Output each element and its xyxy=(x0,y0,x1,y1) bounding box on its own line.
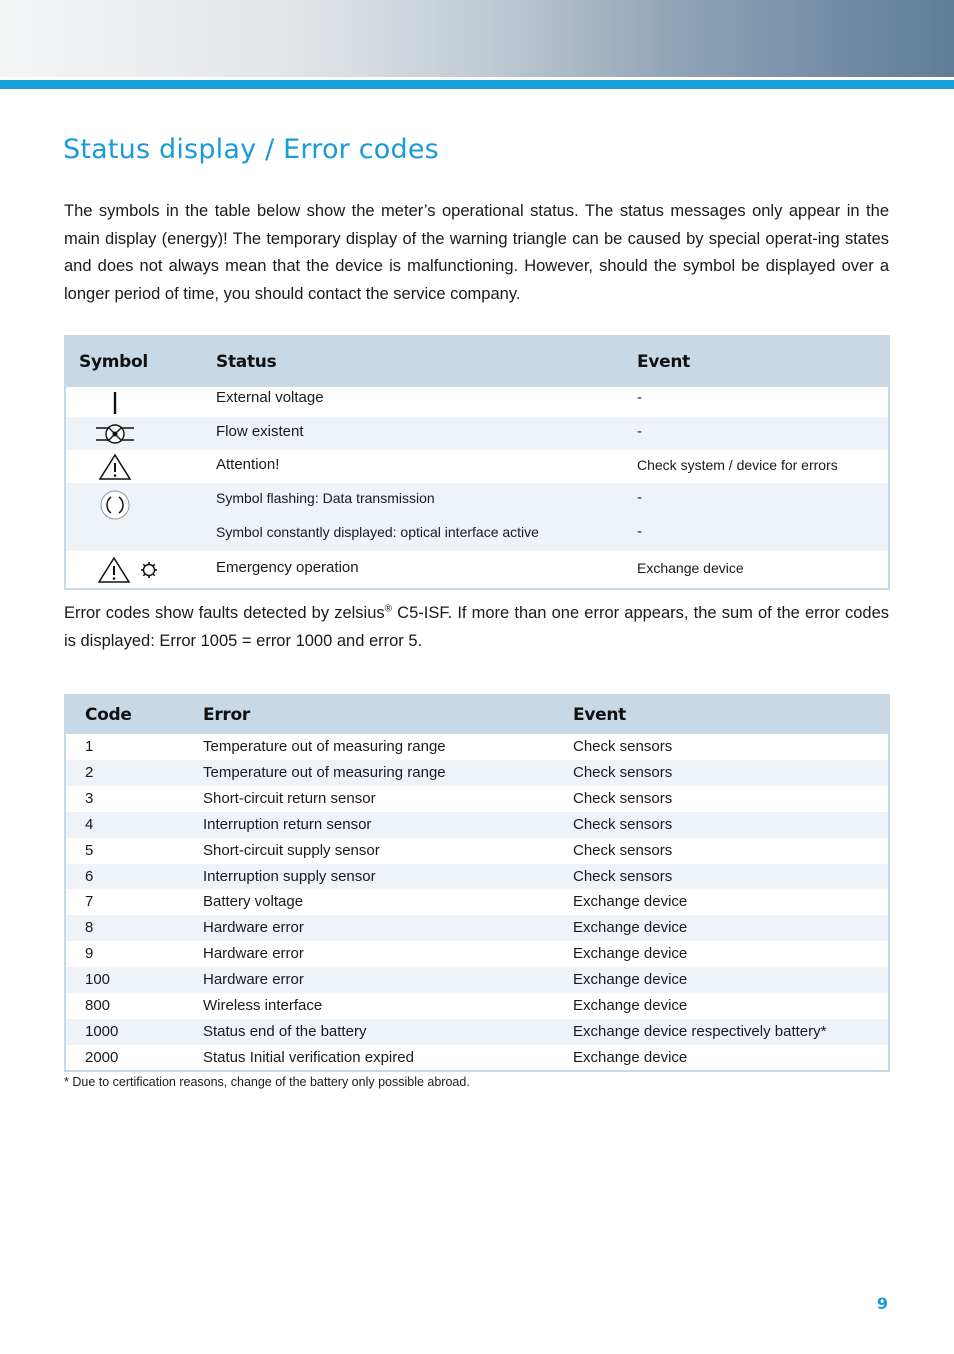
error-cell: Status end of the battery xyxy=(203,1022,367,1040)
error-cell: Hardware error xyxy=(203,945,304,963)
event-cell: Check sensors xyxy=(573,789,673,807)
table-row xyxy=(66,889,888,915)
header-status: Status xyxy=(216,352,277,372)
event-cell: Exchange device xyxy=(573,945,688,963)
error-cell: Wireless interface xyxy=(203,997,323,1014)
table-row xyxy=(66,967,888,993)
header-accent-rule xyxy=(0,80,954,89)
code-cell: 5 xyxy=(85,841,94,859)
error-intro-text-cont: C5-ISF. If more than one error appears, the sum of the error codes is displayed: Error 1005 = error 1000 and error 5. xyxy=(64,604,889,650)
error-cell: Interruption return sensor xyxy=(203,815,372,833)
intro-paragraph: The symbols in the table below show the meter’s operational status. The status messages only appear in the main display (energy)! The temporary display of the warning triangle can be caused by special operat-ing states and does not always mean that the device is malfunctioning. However, should the symbol be displayed over a longer period of time, you should contact the service company. xyxy=(64,202,889,303)
flow-icon xyxy=(94,421,136,447)
error-cell: Interruption supply sensor xyxy=(203,867,376,885)
event-cell: Exchange device xyxy=(573,997,688,1014)
error-cell: Temperature out of measuring range xyxy=(203,763,446,781)
event-cell: Check sensors xyxy=(573,738,673,755)
event-text: - xyxy=(637,489,642,506)
warning-triangle-icon xyxy=(98,453,132,481)
table-row xyxy=(66,387,888,417)
optical-interface-icon xyxy=(99,489,131,521)
event-text: - xyxy=(637,389,642,406)
table-row xyxy=(66,915,888,941)
status-symbol-table xyxy=(64,335,890,590)
header-event: Event xyxy=(573,705,626,725)
table-row xyxy=(66,483,888,551)
table-row xyxy=(66,551,888,588)
event-cell: Exchange device xyxy=(573,893,688,911)
error-codes-paragraph xyxy=(64,599,889,655)
code-cell: 800 xyxy=(85,997,111,1014)
event-cell: Exchange device xyxy=(573,971,688,989)
status-text: Attention! xyxy=(216,456,280,473)
table-row xyxy=(66,838,888,864)
code-cell: 8 xyxy=(85,919,94,937)
external-voltage-icon xyxy=(104,390,126,416)
error-cell: Hardware error xyxy=(203,971,304,989)
code-cell: 7 xyxy=(85,893,94,911)
error-cell: Hardware error xyxy=(203,919,304,937)
code-cell: 3 xyxy=(85,789,94,807)
table-row xyxy=(66,450,888,483)
header-symbol: Symbol xyxy=(79,352,148,372)
header-band xyxy=(0,0,954,77)
table-row xyxy=(66,760,888,786)
table-row xyxy=(66,941,888,967)
code-cell: 4 xyxy=(85,815,94,833)
event-cell: Exchange device xyxy=(573,919,688,937)
code-cell: 100 xyxy=(85,971,111,989)
error-code-table xyxy=(64,694,890,1072)
header-error: Error xyxy=(203,705,250,725)
error-intro-text: Error codes show faults detected by zelsius xyxy=(64,604,385,622)
code-cell: 1 xyxy=(85,738,94,755)
code-cell: 2000 xyxy=(85,1048,119,1066)
warning-triangle-gear-icon xyxy=(96,555,162,585)
error-cell: Short-circuit supply sensor xyxy=(203,841,380,859)
table-row xyxy=(66,1019,888,1045)
table-row xyxy=(66,993,888,1019)
error-cell: Status Initial verification expired xyxy=(203,1048,414,1066)
table-row xyxy=(66,417,888,450)
error-table-header xyxy=(66,696,888,734)
error-cell: Battery voltage xyxy=(203,893,304,911)
page-title: Status display / Error codes xyxy=(63,134,439,165)
registered-mark: ® xyxy=(384,603,393,615)
event-cell: Check sensors xyxy=(573,815,673,833)
header-event: Event xyxy=(637,352,690,372)
event-text: Check system / device for errors xyxy=(637,457,838,473)
status-text: Symbol flashing: Data transmission xyxy=(216,490,435,506)
code-cell: 2 xyxy=(85,763,94,781)
status-text: Symbol constantly displayed: optical interface active xyxy=(216,524,539,540)
event-text: - xyxy=(637,423,642,440)
status-table-header xyxy=(66,337,888,387)
status-text: Emergency operation xyxy=(216,559,359,576)
status-text: External voltage xyxy=(216,389,324,406)
status-text: Flow existent xyxy=(216,423,304,440)
footnote: * Due to certification reasons, change of the battery only possible abroad. xyxy=(64,1075,470,1089)
code-cell: 9 xyxy=(85,945,94,963)
error-cell: Short-circuit return sensor xyxy=(203,789,376,807)
event-cell: Exchange device respectively battery* xyxy=(573,1022,827,1040)
event-cell: Check sensors xyxy=(573,867,673,885)
event-text: Exchange device xyxy=(637,560,744,576)
table-row xyxy=(66,786,888,812)
table-row xyxy=(66,812,888,838)
event-cell: Check sensors xyxy=(573,763,673,781)
table-row xyxy=(66,734,888,760)
error-cell: Temperature out of measuring range xyxy=(203,738,446,755)
table-row xyxy=(66,864,888,890)
code-cell: 6 xyxy=(85,867,94,885)
event-cell: Check sensors xyxy=(573,841,673,859)
header-code: Code xyxy=(85,705,132,725)
event-text: - xyxy=(637,523,642,540)
table-row xyxy=(66,1045,888,1071)
event-cell: Exchange device xyxy=(573,1048,688,1066)
code-cell: 1000 xyxy=(85,1022,119,1040)
page-number: 9 xyxy=(876,1294,888,1313)
